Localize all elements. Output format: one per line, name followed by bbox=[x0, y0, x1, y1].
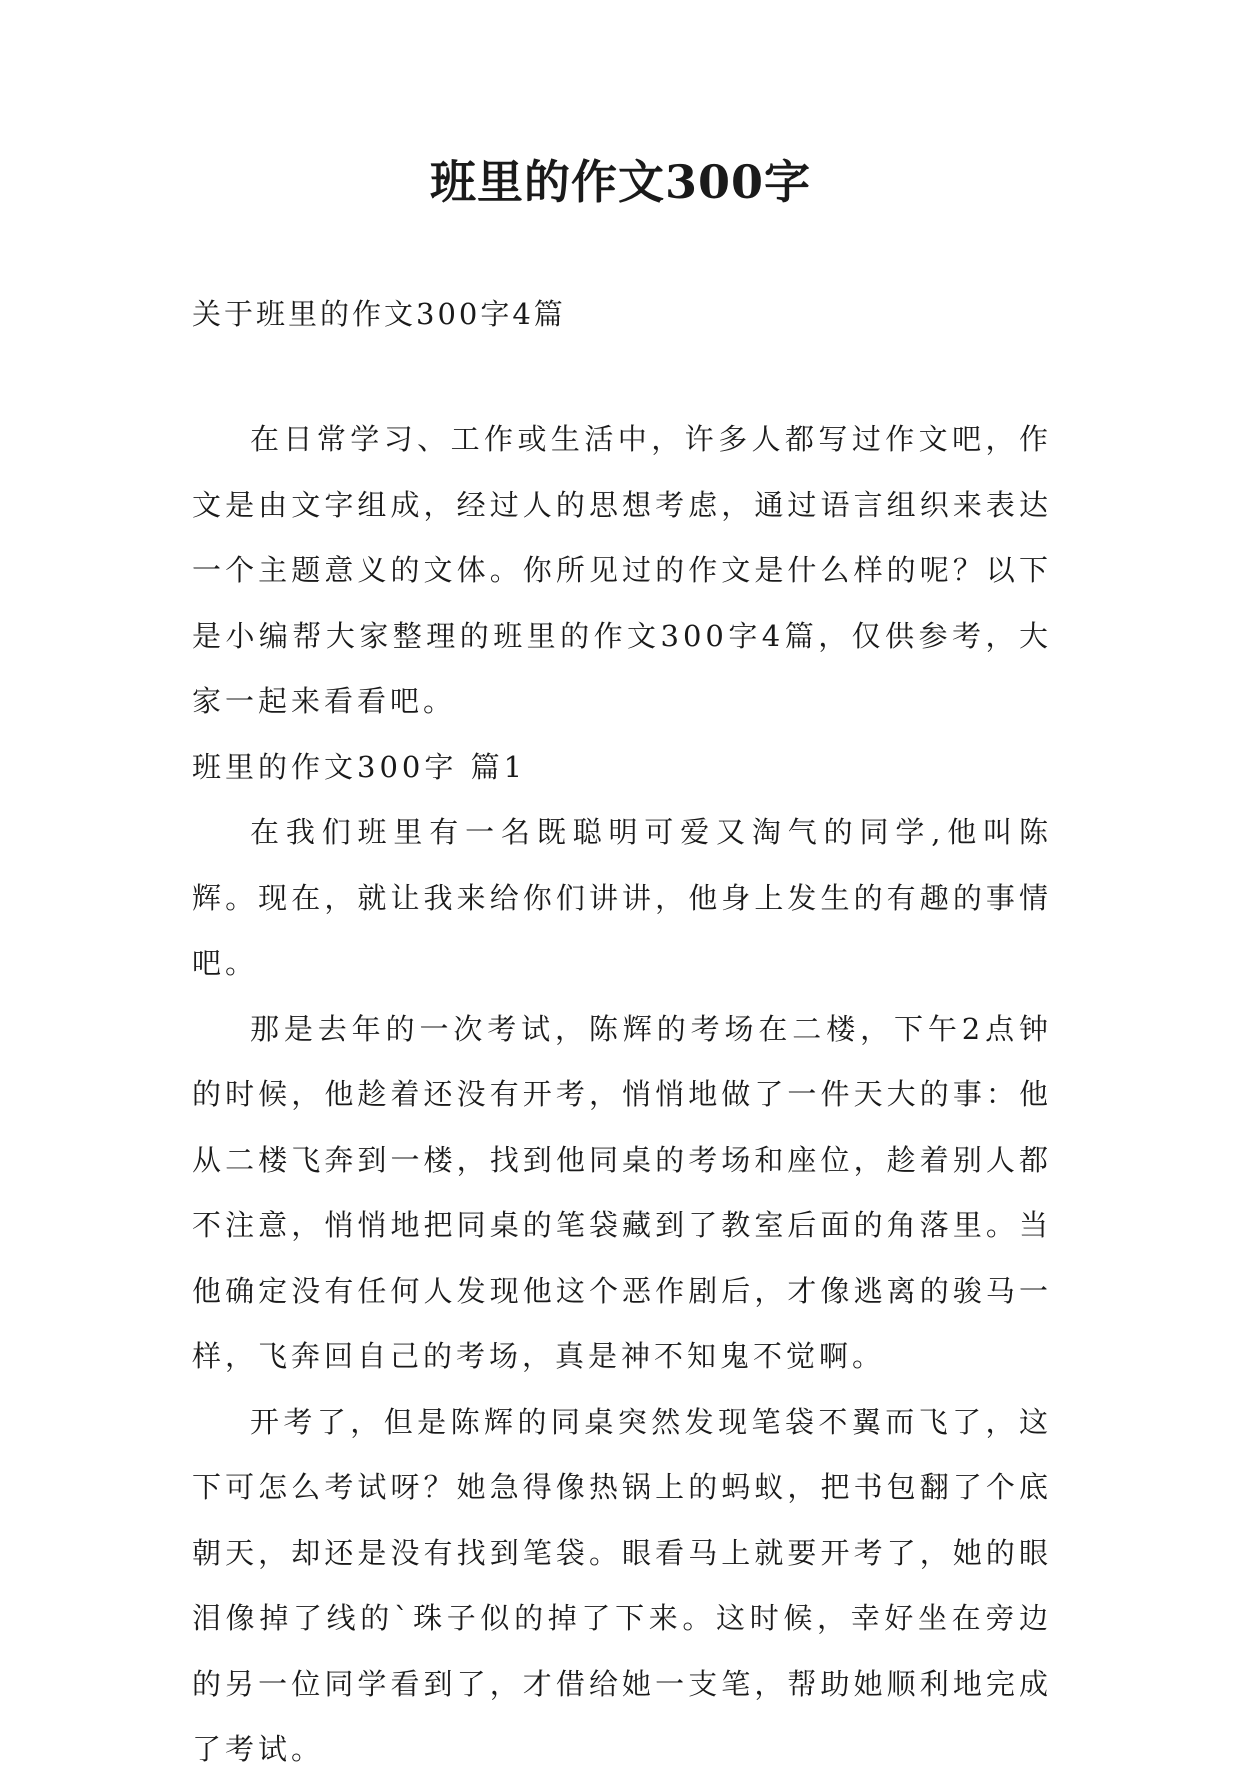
section-heading: 班里的作文300字 篇1 bbox=[192, 749, 527, 784]
intro-paragraph: 在日常学习、工作或生活中，许多人都写过作文吧，作文是由文字组成，经过人的思想考虑，通过语言组织来表达一个主题意义的文体。你所见过的作文是什么样的呢？以下是小编帮大家整理的班里的作文300字4篇，仅供参考，大家一起来看看吧。 bbox=[192, 422, 1052, 718]
document-body bbox=[192, 407, 1052, 1783]
body-paragraph: 开考了，但是陈辉的同桌突然发现笔袋不翼而飞了，这下可怎么考试呀？她急得像热锅上的蚂蚁，把书包翻了个底朝天，却还是没有找到笔袋。眼看马上就要开考了，她的眼泪像掉了线的`珠子似的掉了下来。这时候，幸好坐在旁边的另一位同学看到了，才借给她一支笔，帮助她顺利地完成了考试。 bbox=[192, 1404, 1052, 1766]
body-paragraph: 在我们班里有一名既聪明可爱又淘气的同学,他叫陈辉。现在，就让我来给你们讲讲，他身上发生的有趣的事情吧。 bbox=[192, 815, 1052, 980]
document-title: 班里的作文300字 bbox=[429, 155, 812, 209]
body-paragraph: 那是去年的一次考试，陈辉的考场在二楼，下午2点钟的时候，他趁着还没有开考，悄悄地做了一件天大的事：他从二楼飞奔到一楼，找到他同桌的考场和座位，趁着别人都不注意，悄悄地把同桌的笔袋藏到了教室后面的角落里。当他确定没有任何人发现他这个恶作剧后，才像逃离的骏马一样，飞奔回自己的考场，真是神不知鬼不觉啊。 bbox=[192, 1011, 1052, 1373]
document-subtitle: 关于班里的作文300字4篇 bbox=[192, 297, 566, 331]
